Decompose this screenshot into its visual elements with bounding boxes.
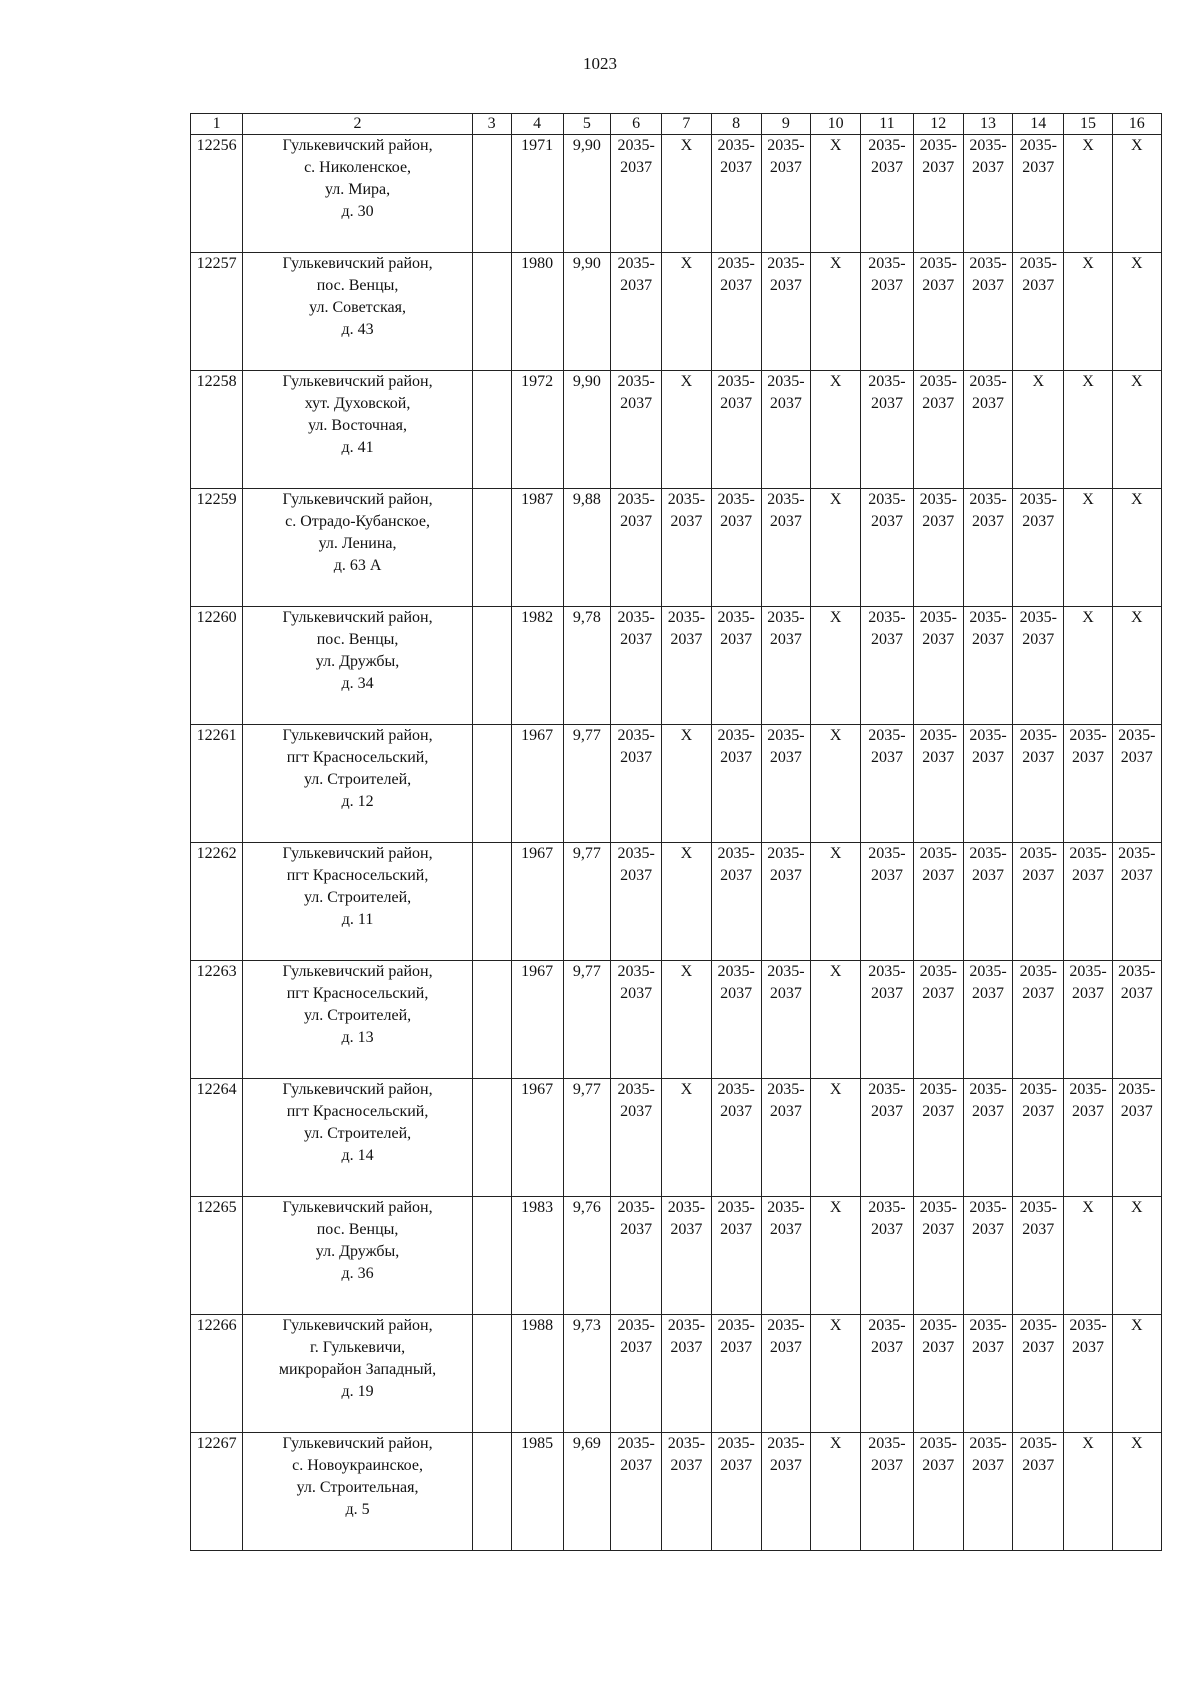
- period-cell: 2035- 2037: [711, 843, 761, 961]
- period-cell: 2035- 2037: [913, 607, 963, 725]
- mark-cell: X: [662, 253, 711, 371]
- empty-cell: [472, 135, 511, 253]
- period-cell: 2035- 2037: [761, 371, 810, 489]
- period-cell: 2035- 2037: [761, 1315, 810, 1433]
- row-number: 12261: [191, 725, 243, 843]
- mark-cell: X: [1064, 607, 1112, 725]
- address-cell: [243, 371, 472, 489]
- period-cell: 2035- 2037: [1013, 607, 1064, 725]
- column-header-1: 1: [191, 114, 243, 135]
- period-cell: 2035- 2037: [861, 1433, 913, 1551]
- table-body: [191, 135, 1162, 1551]
- period-cell: 2035- 2037: [1112, 843, 1161, 961]
- address-line: д. 5: [345, 1501, 370, 1518]
- address-line: ул. Дружбы,: [315, 1243, 400, 1260]
- period-cell: 2035- 2037: [1013, 725, 1064, 843]
- value-cell: 9,73: [563, 1315, 610, 1433]
- address-line: ул. Строителей,: [303, 771, 412, 788]
- row-number: 12260: [191, 607, 243, 725]
- period-cell: 2035- 2037: [861, 843, 913, 961]
- address-line: Гулькевичский район,: [282, 137, 433, 154]
- value-cell: 9,78: [563, 607, 610, 725]
- address-line: Гулькевичский район,: [282, 1081, 433, 1098]
- empty-cell: [472, 489, 511, 607]
- period-cell: 2035- 2037: [761, 961, 810, 1079]
- address-line: д. 14: [341, 1147, 374, 1164]
- year-cell: 1967: [511, 961, 563, 1079]
- mark-cell: X: [1064, 489, 1112, 607]
- period-cell: 2035- 2037: [761, 135, 810, 253]
- period-cell: 2035- 2037: [711, 1433, 761, 1551]
- period-cell: 2035- 2037: [963, 253, 1012, 371]
- period-cell: 2035- 2037: [861, 135, 913, 253]
- year-cell: 1980: [511, 253, 563, 371]
- empty-cell: [472, 961, 511, 1079]
- empty-cell: [472, 1315, 511, 1433]
- address-line: д. 11: [341, 911, 374, 928]
- address-cell: [243, 489, 472, 607]
- column-header-12: 12: [913, 114, 963, 135]
- mark-cell: X: [811, 1197, 861, 1315]
- mark-cell: X: [811, 135, 861, 253]
- mark-cell: X: [811, 961, 861, 1079]
- address-line: пгт Красносельский,: [286, 1103, 429, 1120]
- period-cell: 2035- 2037: [711, 135, 761, 253]
- period-cell: 2035- 2037: [610, 1315, 661, 1433]
- value-cell: 9,69: [563, 1433, 610, 1551]
- address-cell: [243, 961, 472, 1079]
- row-number: 12262: [191, 843, 243, 961]
- address-line: Гулькевичский район,: [282, 373, 433, 390]
- empty-cell: [472, 253, 511, 371]
- address-line: д. 41: [341, 439, 374, 456]
- mark-cell: X: [662, 135, 711, 253]
- mark-cell: X: [811, 371, 861, 489]
- column-header-3: 3: [472, 114, 511, 135]
- year-cell: 1982: [511, 607, 563, 725]
- address-line: ул. Строителей,: [303, 1125, 412, 1142]
- mark-cell: X: [811, 843, 861, 961]
- mark-cell: X: [1064, 371, 1112, 489]
- mark-cell: X: [1112, 1433, 1161, 1551]
- period-cell: 2035- 2037: [913, 843, 963, 961]
- column-header-16: 16: [1112, 114, 1161, 135]
- period-cell: 2035- 2037: [711, 1197, 761, 1315]
- address-line: д. 13: [341, 1029, 374, 1046]
- period-cell: 2035- 2037: [963, 1433, 1012, 1551]
- mark-cell: X: [1064, 135, 1112, 253]
- table-row: [191, 489, 1162, 607]
- period-cell: 2035- 2037: [913, 961, 963, 1079]
- period-cell: 2035- 2037: [963, 1315, 1012, 1433]
- period-cell: 2035- 2037: [761, 607, 810, 725]
- address-line: Гулькевичский район,: [282, 255, 433, 272]
- address-cell: [243, 607, 472, 725]
- address-line: пос. Венцы,: [316, 277, 399, 294]
- table-row: [191, 1197, 1162, 1315]
- period-cell: 2035- 2037: [861, 961, 913, 1079]
- period-cell: 2035- 2037: [610, 725, 661, 843]
- period-cell: 2035- 2037: [711, 1315, 761, 1433]
- period-cell: 2035- 2037: [711, 961, 761, 1079]
- period-cell: 2035- 2037: [711, 253, 761, 371]
- period-cell: 2035- 2037: [1013, 1197, 1064, 1315]
- year-cell: 1967: [511, 1079, 563, 1197]
- period-cell: 2035- 2037: [913, 1433, 963, 1551]
- empty-cell: [472, 607, 511, 725]
- table-row: [191, 607, 1162, 725]
- address-line: д. 19: [341, 1383, 374, 1400]
- period-cell: 2035- 2037: [963, 135, 1012, 253]
- period-cell: 2035- 2037: [1064, 1315, 1112, 1433]
- column-header-15: 15: [1064, 114, 1112, 135]
- header-row: [191, 114, 1162, 135]
- period-cell: 2035- 2037: [711, 607, 761, 725]
- mark-cell: X: [662, 961, 711, 1079]
- year-cell: 1967: [511, 725, 563, 843]
- empty-cell: [472, 1079, 511, 1197]
- column-header-9: 9: [761, 114, 810, 135]
- column-header-2: 2: [243, 114, 472, 135]
- value-cell: 9,90: [563, 253, 610, 371]
- mark-cell: X: [1112, 489, 1161, 607]
- mark-cell: X: [662, 843, 711, 961]
- address-line: Гулькевичский район,: [282, 1199, 433, 1216]
- period-cell: 2035- 2037: [711, 725, 761, 843]
- year-cell: 1987: [511, 489, 563, 607]
- period-cell: 2035- 2037: [913, 135, 963, 253]
- period-cell: 2035- 2037: [1013, 843, 1064, 961]
- address-line: пгт Красносельский,: [286, 985, 429, 1002]
- period-cell: 2035- 2037: [861, 489, 913, 607]
- table-row: [191, 371, 1162, 489]
- row-number: 12267: [191, 1433, 243, 1551]
- table-row: [191, 961, 1162, 1079]
- address-line: д. 12: [341, 793, 374, 810]
- period-cell: 2035- 2037: [761, 1433, 810, 1551]
- address-line: ул. Дружбы,: [315, 653, 400, 670]
- period-cell: 2035- 2037: [610, 961, 661, 1079]
- mark-cell: X: [1064, 253, 1112, 371]
- period-cell: 2035- 2037: [761, 1197, 810, 1315]
- address-line: д. 34: [341, 675, 374, 692]
- mark-cell: X: [1112, 1315, 1161, 1433]
- period-cell: 2035- 2037: [963, 1079, 1012, 1197]
- empty-cell: [472, 725, 511, 843]
- page-number: 1023: [583, 54, 617, 73]
- period-cell: 2035- 2037: [963, 961, 1012, 1079]
- period-cell: 2035- 2037: [610, 1079, 661, 1197]
- period-cell: 2035- 2037: [711, 1079, 761, 1197]
- period-cell: 2035- 2037: [1013, 1315, 1064, 1433]
- row-number: 12259: [191, 489, 243, 607]
- address-cell: [243, 1079, 472, 1197]
- value-cell: 9,77: [563, 725, 610, 843]
- period-cell: 2035- 2037: [662, 1315, 711, 1433]
- address-line: г. Гулькевичи,: [309, 1339, 406, 1356]
- value-cell: 9,77: [563, 1079, 610, 1197]
- mark-cell: X: [1112, 135, 1161, 253]
- period-cell: 2035- 2037: [861, 1315, 913, 1433]
- period-cell: 2035- 2037: [913, 371, 963, 489]
- address-line: ул. Ленина,: [318, 535, 397, 552]
- row-number: 12264: [191, 1079, 243, 1197]
- value-cell: 9,90: [563, 135, 610, 253]
- row-number: 12256: [191, 135, 243, 253]
- period-cell: 2035- 2037: [1013, 135, 1064, 253]
- address-line: хут. Духовской,: [304, 395, 411, 412]
- value-cell: 9,76: [563, 1197, 610, 1315]
- period-cell: 2035- 2037: [1112, 961, 1161, 1079]
- period-cell: 2035- 2037: [861, 371, 913, 489]
- mark-cell: X: [1112, 607, 1161, 725]
- address-line: ул. Строителей,: [303, 889, 412, 906]
- period-cell: 2035- 2037: [1064, 725, 1112, 843]
- period-cell: 2035- 2037: [861, 1197, 913, 1315]
- address-line: Гулькевичский район,: [282, 845, 433, 862]
- value-cell: 9,77: [563, 843, 610, 961]
- period-cell: 2035- 2037: [662, 607, 711, 725]
- period-cell: 2035- 2037: [610, 1433, 661, 1551]
- empty-cell: [472, 1197, 511, 1315]
- empty-cell: [472, 843, 511, 961]
- period-cell: 2035- 2037: [913, 1315, 963, 1433]
- table-row: [191, 135, 1162, 253]
- address-line: Гулькевичский район,: [282, 609, 433, 626]
- period-cell: 2035- 2037: [761, 489, 810, 607]
- year-cell: 1988: [511, 1315, 563, 1433]
- column-header-10: 10: [811, 114, 861, 135]
- address-cell: [243, 135, 472, 253]
- period-cell: 2035- 2037: [861, 1079, 913, 1197]
- address-line: пгт Красносельский,: [286, 867, 429, 884]
- address-line: Гулькевичский район,: [282, 1317, 433, 1334]
- period-cell: 2035- 2037: [610, 1197, 661, 1315]
- period-cell: 2035- 2037: [913, 1079, 963, 1197]
- table-row: [191, 725, 1162, 843]
- row-number: 12266: [191, 1315, 243, 1433]
- mark-cell: X: [811, 1315, 861, 1433]
- period-cell: 2035- 2037: [1013, 489, 1064, 607]
- address-line: пгт Красносельский,: [286, 749, 429, 766]
- address-line: Гулькевичский район,: [282, 1435, 433, 1452]
- period-cell: 2035- 2037: [913, 253, 963, 371]
- address-line: ул. Восточная,: [308, 417, 407, 434]
- period-cell: 2035- 2037: [1013, 253, 1064, 371]
- mark-cell: X: [1112, 253, 1161, 371]
- empty-cell: [472, 1433, 511, 1551]
- table-header: [191, 114, 1162, 135]
- year-cell: 1967: [511, 843, 563, 961]
- period-cell: 2035- 2037: [1013, 961, 1064, 1079]
- column-header-7: 7: [662, 114, 711, 135]
- period-cell: 2035- 2037: [1064, 843, 1112, 961]
- address-line: д. 63 А: [333, 557, 382, 574]
- registry-table: [190, 113, 1162, 1551]
- period-cell: 2035- 2037: [963, 1197, 1012, 1315]
- column-header-6: 6: [610, 114, 661, 135]
- period-cell: 2035- 2037: [610, 607, 661, 725]
- row-number: 12258: [191, 371, 243, 489]
- table-row: [191, 253, 1162, 371]
- period-cell: 2035- 2037: [662, 1197, 711, 1315]
- year-cell: 1985: [511, 1433, 563, 1551]
- period-cell: 2035- 2037: [861, 253, 913, 371]
- period-cell: 2035- 2037: [610, 371, 661, 489]
- period-cell: 2035- 2037: [610, 843, 661, 961]
- mark-cell: X: [1112, 371, 1161, 489]
- address-line: с. Новоукраинское,: [292, 1457, 423, 1474]
- period-cell: 2035- 2037: [1013, 1079, 1064, 1197]
- column-header-13: 13: [963, 114, 1012, 135]
- period-cell: 2035- 2037: [1112, 725, 1161, 843]
- column-header-4: 4: [511, 114, 563, 135]
- period-cell: 2035- 2037: [963, 371, 1012, 489]
- address-line: д. 43: [341, 321, 374, 338]
- address-cell: [243, 253, 472, 371]
- table-row: [191, 1079, 1162, 1197]
- period-cell: 2035- 2037: [610, 135, 661, 253]
- address-line: Гулькевичский район,: [282, 963, 433, 980]
- address-line: ул. Мира,: [324, 181, 391, 198]
- address-cell: [243, 1197, 472, 1315]
- year-cell: 1983: [511, 1197, 563, 1315]
- column-header-14: 14: [1013, 114, 1064, 135]
- column-header-8: 8: [711, 114, 761, 135]
- period-cell: 2035- 2037: [1013, 1433, 1064, 1551]
- mark-cell: X: [811, 1079, 861, 1197]
- mark-cell: X: [811, 253, 861, 371]
- period-cell: 2035- 2037: [761, 1079, 810, 1197]
- period-cell: 2035- 2037: [913, 1197, 963, 1315]
- period-cell: 2035- 2037: [1112, 1079, 1161, 1197]
- column-header-5: 5: [563, 114, 610, 135]
- address-line: пос. Венцы,: [316, 1221, 399, 1238]
- address-cell: [243, 725, 472, 843]
- row-number: 12265: [191, 1197, 243, 1315]
- address-line: микрорайон Западный,: [278, 1361, 437, 1378]
- period-cell: 2035- 2037: [963, 843, 1012, 961]
- mark-cell: X: [811, 607, 861, 725]
- table-row: [191, 1433, 1162, 1551]
- address-line: с. Отрадо-Кубанское,: [285, 513, 430, 530]
- value-cell: 9,90: [563, 371, 610, 489]
- empty-cell: [472, 371, 511, 489]
- period-cell: 2035- 2037: [913, 489, 963, 607]
- period-cell: 2035- 2037: [963, 607, 1012, 725]
- period-cell: 2035- 2037: [610, 253, 661, 371]
- period-cell: 2035- 2037: [761, 725, 810, 843]
- address-line: пос. Венцы,: [316, 631, 399, 648]
- address-line: с. Николенское,: [304, 159, 412, 176]
- period-cell: 2035- 2037: [861, 725, 913, 843]
- period-cell: 2035- 2037: [963, 725, 1012, 843]
- period-cell: 2035- 2037: [610, 489, 661, 607]
- mark-cell: X: [662, 371, 711, 489]
- address-line: Гулькевичский район,: [282, 491, 433, 508]
- address-cell: [243, 1315, 472, 1433]
- mark-cell: X: [1013, 371, 1064, 489]
- address-cell: [243, 1433, 472, 1551]
- year-cell: 1972: [511, 371, 563, 489]
- column-header-11: 11: [861, 114, 913, 135]
- period-cell: 2035- 2037: [711, 489, 761, 607]
- period-cell: 2035- 2037: [913, 725, 963, 843]
- period-cell: 2035- 2037: [1064, 1079, 1112, 1197]
- year-cell: 1971: [511, 135, 563, 253]
- row-number: 12257: [191, 253, 243, 371]
- period-cell: 2035- 2037: [761, 253, 810, 371]
- address-cell: [243, 843, 472, 961]
- table-row: [191, 843, 1162, 961]
- period-cell: 2035- 2037: [662, 489, 711, 607]
- mark-cell: X: [811, 489, 861, 607]
- mark-cell: X: [811, 1433, 861, 1551]
- address-line: д. 30: [341, 203, 374, 220]
- mark-cell: X: [811, 725, 861, 843]
- mark-cell: X: [1112, 1197, 1161, 1315]
- period-cell: 2035- 2037: [963, 489, 1012, 607]
- table-row: [191, 1315, 1162, 1433]
- mark-cell: X: [662, 1079, 711, 1197]
- value-cell: 9,88: [563, 489, 610, 607]
- period-cell: 2035- 2037: [861, 607, 913, 725]
- mark-cell: X: [1064, 1197, 1112, 1315]
- mark-cell: X: [662, 725, 711, 843]
- period-cell: 2035- 2037: [761, 843, 810, 961]
- address-line: ул. Строителей,: [303, 1007, 412, 1024]
- period-cell: 2035- 2037: [662, 1433, 711, 1551]
- row-number: 12263: [191, 961, 243, 1079]
- value-cell: 9,77: [563, 961, 610, 1079]
- mark-cell: X: [1064, 1433, 1112, 1551]
- address-line: Гулькевичский район,: [282, 727, 433, 744]
- period-cell: 2035- 2037: [1064, 961, 1112, 1079]
- period-cell: 2035- 2037: [711, 371, 761, 489]
- address-line: ул. Строительная,: [296, 1479, 419, 1496]
- address-line: ул. Советская,: [309, 299, 406, 316]
- address-line: д. 36: [341, 1265, 374, 1282]
